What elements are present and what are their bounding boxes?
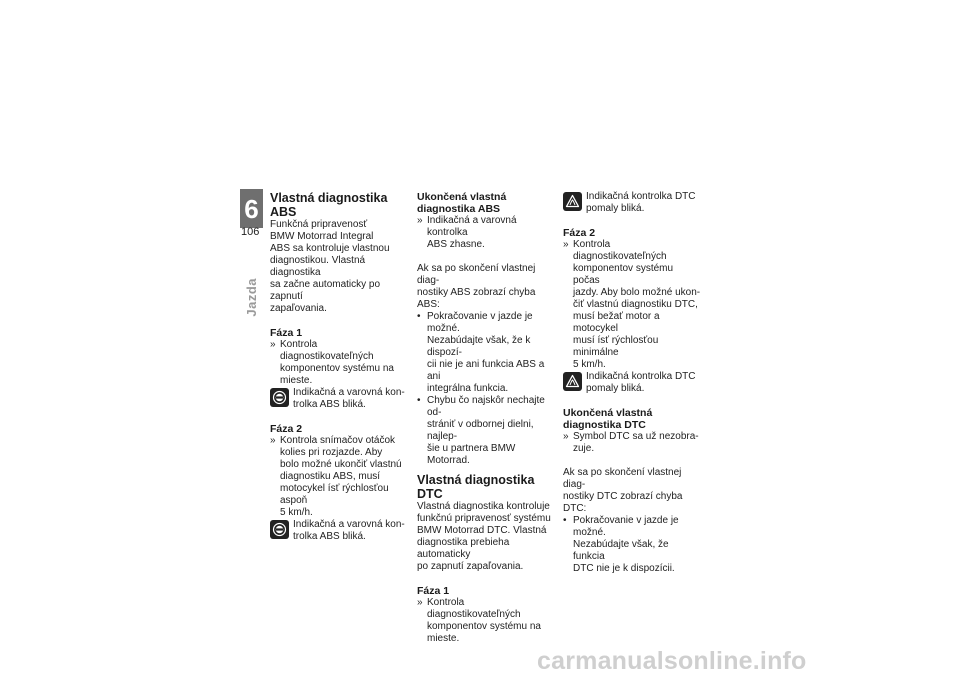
phase1-heading: Fáza 1: [417, 585, 450, 597]
phase2-heading: Fáza 2: [270, 423, 303, 435]
section-title: Jazda: [244, 278, 259, 317]
watermark: carmanualsonline.info: [537, 647, 807, 675]
dtc-warning-icon: [563, 192, 582, 211]
indicator-note: Indikačná a varovná kon- trolka ABS bliká.: [270, 519, 408, 543]
dtc-error-intro: Ak sa po skončení vlastnej diag- nostiky DTC zobrazí chyba DTC:: [563, 467, 683, 514]
chapter-tab: [240, 189, 263, 228]
dtc-intro: Vlastná diagnostika kontroluje funkčnú pripravenosť systému BMW Motorrad DTC. Vlastná diagnostika prebieha automaticky po zapnutí zapaľovania.: [417, 501, 551, 572]
list-item: • Pokračovanie v jazde je možné. Nezabúdajte však, že funkcia DTC nie je k dispozícii.: [563, 515, 679, 574]
dtc-warning-icon: [563, 372, 582, 391]
indicator-note: Indikačná kontrolka DTC pomaly bliká.: [563, 191, 701, 215]
bullet-marker: •: [417, 395, 421, 406]
arrow-marker: »: [563, 239, 569, 250]
abs-intro: Funkčná pripravenosť BMW Motorrad Integral ABS sa kontroluje vlastnou diagnostikou. Vlastná diagnostika sa začne automaticky po zapnutí zapaľovania.: [270, 219, 390, 314]
list-item: • Pokračovanie v jazde je možné. Nezabúdajte však, že k dispozí- cii nie je ani funkcia ABS a ani integrálna funkcia.: [417, 311, 545, 394]
list-item: » Kontrola diagnostikovateľných komponentov systému počas jazdy. Aby bolo možné ukon- čiť vlastnú diagnostiku DTC, musí bežať motor a motocykel musí ísť rýchlosťou minimálne 5 km/h.: [563, 239, 701, 370]
list-item: » Kontrola snímačov otáčok kolies pri rozjazde. Aby bolo možné ukončiť vlastnú diagnostiku ABS, musí motocykel ísť rýchlosťou aspoň 5 km/h.: [270, 435, 402, 518]
column-1: [270, 191, 408, 543]
bullet-marker: •: [417, 311, 421, 322]
page-number: 106: [241, 226, 260, 238]
indicator-note: Indikačná kontrolka DTC pomaly bliká.: [563, 371, 701, 395]
bullet-marker: •: [563, 515, 567, 526]
indicator-note: Indikačná a varovná kon- trolka ABS bliká.: [270, 387, 408, 411]
phase2-heading: Fáza 2: [563, 227, 596, 239]
chapter-number: 6: [244, 193, 259, 224]
abs-selfdiag-heading: Vlastná diagnostika ABS: [270, 191, 388, 219]
list-item: » Kontrola diagnostikovateľných komponentov systému na mieste.: [417, 597, 541, 644]
dtc-done-heading: Ukončená vlastná diagnostika DTC: [563, 407, 653, 431]
abs-warning-icon: [270, 520, 289, 539]
dtc-selfdiag-heading: Vlastná diagnostika DTC: [417, 473, 535, 501]
list-item: » Kontrola diagnostikovateľných komponentov systému na mieste.: [270, 339, 394, 386]
list-item: • Chybu čo najskôr nechajte od- strániť v odbornej dielni, najlep- šie u partnera BMW Motorrad.: [417, 395, 545, 466]
arrow-marker: »: [270, 435, 276, 446]
column-2: [417, 191, 555, 645]
arrow-marker: »: [270, 339, 276, 350]
arrow-marker: »: [563, 431, 569, 442]
list-item: » Symbol DTC sa už nezobra- zuje.: [563, 431, 699, 454]
column-3: [563, 191, 701, 575]
phase1-heading: Fáza 1: [270, 327, 303, 339]
arrow-marker: »: [417, 215, 423, 226]
abs-done-heading: Ukončená vlastná diagnostika ABS: [417, 191, 507, 215]
list-item: » Indikačná a varovná kontrolka ABS zhasne.: [417, 215, 517, 250]
abs-warning-icon: [270, 388, 289, 407]
arrow-marker: »: [417, 597, 423, 608]
abs-error-intro: Ak sa po skončení vlastnej diag- nostiky ABS zobrazí chyba ABS:: [417, 263, 536, 310]
